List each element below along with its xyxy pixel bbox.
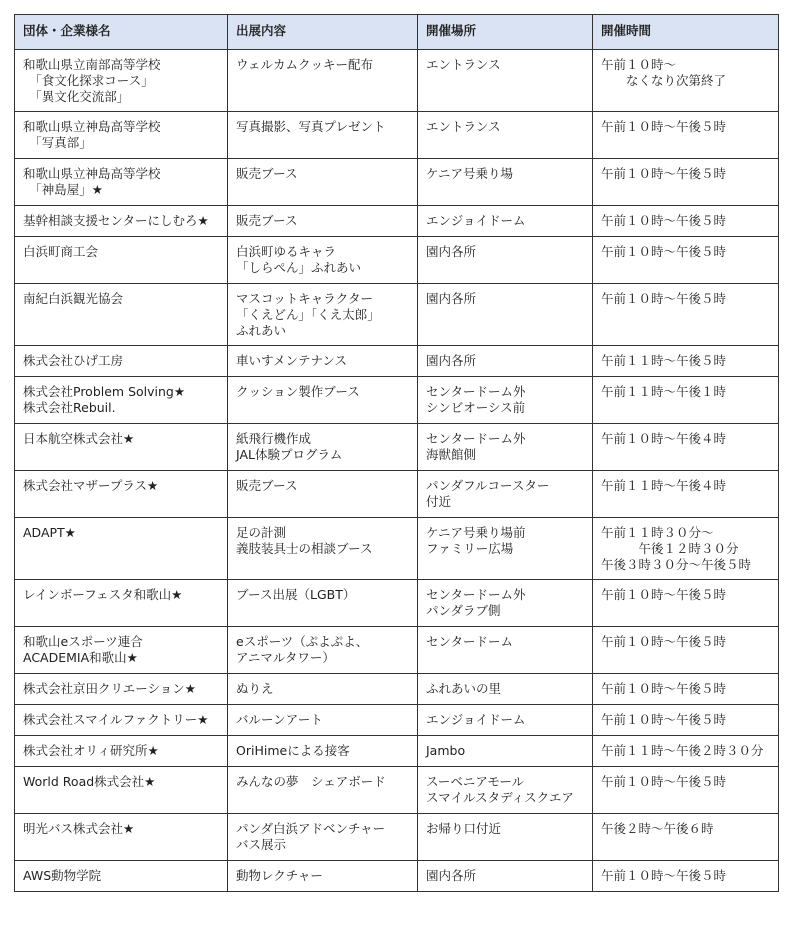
cell-organization: 株式会社スマイルファクトリー★ xyxy=(15,705,228,736)
header-place: 開催場所 xyxy=(418,15,593,50)
cell-time: 午前１１時～午後２時３０分 xyxy=(593,736,779,767)
cell-content: ウェルカムクッキー配布 xyxy=(228,50,418,112)
cell-organization: レインボーフェスタ和歌山★ xyxy=(15,580,228,627)
table-row xyxy=(15,861,779,892)
table-row xyxy=(15,767,779,814)
cell-content: 足の計測 義肢装具士の相談ブース xyxy=(228,518,418,580)
cell-place: 園内各所 xyxy=(418,237,593,284)
header-time: 開催時間 xyxy=(593,15,779,50)
cell-place: エントランス xyxy=(418,50,593,112)
cell-content: 写真撮影、写真プレゼント xyxy=(228,112,418,159)
cell-time: 午前１１時～午後４時 xyxy=(593,471,779,518)
cell-time: 午前１０時～午後５時 xyxy=(593,767,779,814)
cell-place: センタードーム外 パンダラブ側 xyxy=(418,580,593,627)
cell-time: 午前１０時～午後５時 xyxy=(593,206,779,237)
cell-organization: 白浜町商工会 xyxy=(15,237,228,284)
cell-place: エンジョイドーム xyxy=(418,206,593,237)
table-row xyxy=(15,159,779,206)
table-row xyxy=(15,206,779,237)
header-content: 出展内容 xyxy=(228,15,418,50)
cell-content: 販売ブース xyxy=(228,471,418,518)
cell-organization: 和歌山県立神島高等学校 「写真部」 xyxy=(15,112,228,159)
cell-time: 午前１０時～午後５時 xyxy=(593,627,779,674)
cell-place: パンダフルコースター 付近 xyxy=(418,471,593,518)
cell-content: 販売ブース xyxy=(228,159,418,206)
cell-content: 販売ブース xyxy=(228,206,418,237)
cell-organization: 株式会社ひげ工房 xyxy=(15,346,228,377)
cell-time: 午前１０時～午後４時 xyxy=(593,424,779,471)
cell-content: みんなの夢 シェアボード xyxy=(228,767,418,814)
cell-place: エンジョイドーム xyxy=(418,705,593,736)
table-row xyxy=(15,424,779,471)
table-row xyxy=(15,237,779,284)
table-row xyxy=(15,112,779,159)
cell-content: マスコットキャラクター 「くえどん」「くえ太郎」 ふれあい xyxy=(228,284,418,346)
cell-place: ふれあいの里 xyxy=(418,674,593,705)
cell-time: 午後２時～午後６時 xyxy=(593,814,779,861)
table-row xyxy=(15,705,779,736)
cell-organization: 日本航空株式会社★ xyxy=(15,424,228,471)
header-row xyxy=(15,15,779,50)
cell-content: ぬりえ xyxy=(228,674,418,705)
cell-content: eスポーツ（ぷよぷよ、 アニマルタワー） xyxy=(228,627,418,674)
cell-organization: 和歌山県立神島高等学校 「神島屋」★ xyxy=(15,159,228,206)
cell-organization: 基幹相談支援センターにしむろ★ xyxy=(15,206,228,237)
cell-organization: 明光バス株式会社★ xyxy=(15,814,228,861)
cell-time: 午前１０時～午後５時 xyxy=(593,159,779,206)
cell-time: 午前１０時～午後５時 xyxy=(593,674,779,705)
table-row xyxy=(15,580,779,627)
cell-place: ケニア号乗り場 xyxy=(418,159,593,206)
table-row xyxy=(15,518,779,580)
cell-organization: 和歌山県立南部高等学校 「食文化探求コース」 「異文化交流部」 xyxy=(15,50,228,112)
cell-place: 園内各所 xyxy=(418,861,593,892)
cell-time: 午前１０時～午後５時 xyxy=(593,284,779,346)
cell-place: エントランス xyxy=(418,112,593,159)
cell-time: 午前１０時～午後５時 xyxy=(593,705,779,736)
table-row xyxy=(15,377,779,424)
cell-organization: 株式会社Problem Solving★ 株式会社Rebuil. xyxy=(15,377,228,424)
cell-time: 午前１１時～午後５時 xyxy=(593,346,779,377)
cell-place: Jambo xyxy=(418,736,593,767)
cell-content: バルーンアート xyxy=(228,705,418,736)
cell-time: 午前１０時～午後５時 xyxy=(593,861,779,892)
table-row xyxy=(15,50,779,112)
cell-organization: 株式会社京田クリエーション★ xyxy=(15,674,228,705)
table-row xyxy=(15,674,779,705)
cell-content: ブース出展（LGBT） xyxy=(228,580,418,627)
cell-content: クッション製作ブース xyxy=(228,377,418,424)
table-row xyxy=(15,471,779,518)
cell-place: スーベニアモール スマイルスタディスクエア xyxy=(418,767,593,814)
table-row xyxy=(15,627,779,674)
table-row xyxy=(15,736,779,767)
cell-time: 午前１１時３０分～ 午後１２時３０分 午後３時３０分～午後５時 xyxy=(593,518,779,580)
cell-time: 午前１１時～午後１時 xyxy=(593,377,779,424)
cell-organization: AWS動物学院 xyxy=(15,861,228,892)
cell-organization: 株式会社マザープラス★ xyxy=(15,471,228,518)
cell-place: お帰り口付近 xyxy=(418,814,593,861)
cell-organization: 和歌山eスポーツ連合 ACADEMIA和歌山★ xyxy=(15,627,228,674)
cell-content: OriHimeによる接客 xyxy=(228,736,418,767)
cell-place: ケニア号乗り場前 ファミリー広場 xyxy=(418,518,593,580)
cell-content: 車いすメンテナンス xyxy=(228,346,418,377)
table-row xyxy=(15,284,779,346)
cell-place: センタードーム外 シンビオーシス前 xyxy=(418,377,593,424)
cell-organization: 株式会社オリィ研究所★ xyxy=(15,736,228,767)
cell-organization: ADAPT★ xyxy=(15,518,228,580)
cell-organization: 南紀白浜観光協会 xyxy=(15,284,228,346)
cell-place: センタードーム外 海獣館側 xyxy=(418,424,593,471)
cell-place: 園内各所 xyxy=(418,284,593,346)
cell-content: 紙飛行機作成 JAL体験プログラム xyxy=(228,424,418,471)
header-organization: 団体・企業様名 xyxy=(15,15,228,50)
table-row xyxy=(15,814,779,861)
cell-place: 園内各所 xyxy=(418,346,593,377)
table-row xyxy=(15,346,779,377)
cell-place: センタードーム xyxy=(418,627,593,674)
cell-time: 午前１０時～ なくなり次第終了 xyxy=(593,50,779,112)
cell-time: 午前１０時～午後５時 xyxy=(593,112,779,159)
table-body xyxy=(15,50,779,892)
cell-time: 午前１０時～午後５時 xyxy=(593,580,779,627)
cell-organization: World Road株式会社★ xyxy=(15,767,228,814)
cell-time: 午前１０時～午後５時 xyxy=(593,237,779,284)
events-table xyxy=(14,14,779,892)
cell-content: 白浜町ゆるキャラ 「しらぺん」ふれあい xyxy=(228,237,418,284)
cell-content: パンダ白浜アドベンチャー バス展示 xyxy=(228,814,418,861)
cell-content: 動物レクチャー xyxy=(228,861,418,892)
